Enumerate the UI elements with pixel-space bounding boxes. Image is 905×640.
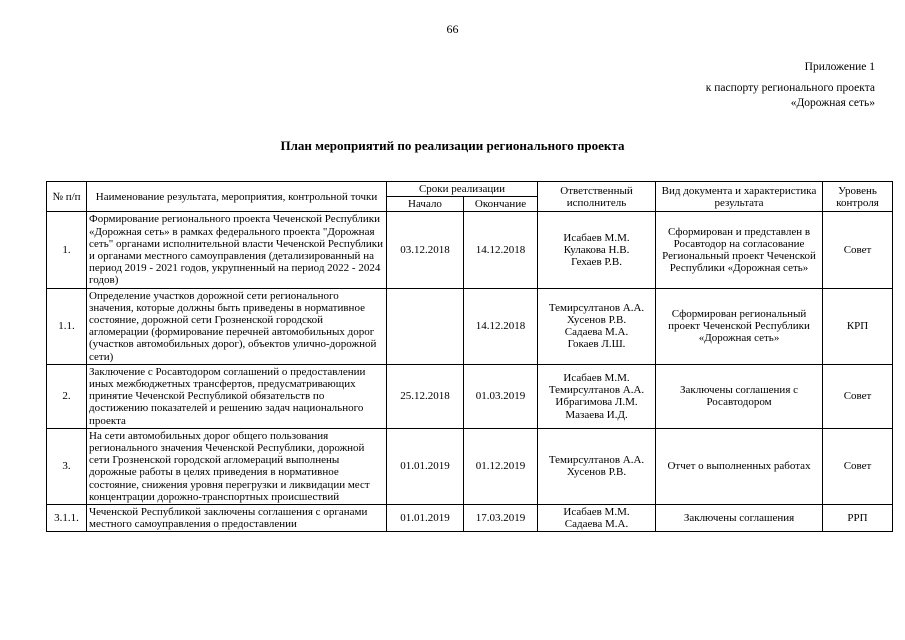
header-name: Наименование результата, мероприятия, контрольной точки (87, 182, 387, 212)
row-control: Совет (823, 428, 893, 504)
row-responsible (538, 428, 656, 504)
row-end: 01.03.2019 (464, 364, 538, 428)
plan-table (46, 181, 893, 532)
row-doc: Отчет о выполненных работах (656, 428, 823, 504)
row-start: 01.01.2019 (387, 505, 464, 532)
row-doc: Сформирован региональный проект Чеченской Республики «Дорожная сеть» (656, 288, 823, 364)
row-start: 01.01.2019 (387, 428, 464, 504)
responsible-person: Мазаева И.Д. (565, 408, 628, 421)
header-terms: Сроки реализации (387, 182, 538, 197)
row-control: РРП (823, 505, 893, 532)
row-num: 3. (47, 428, 87, 504)
row-start: 03.12.2018 (387, 212, 464, 288)
row-name: Формирование регионального проекта Чеченской Республики «Дорожная сеть» в рамках федерального проекта "Дорожная сеть" органами исполнительной власти Чеченской Республики и органами местного самоуправления (детализированный на период 2019 - 2021 годов, укрупненный на период 2022 - 2024 годов) (87, 212, 387, 288)
row-num: 1. (47, 212, 87, 288)
responsible-person: Исабаев М.М. (563, 371, 630, 384)
responsible-person: Гехаев Р.В. (571, 256, 622, 269)
row-num: 2. (47, 364, 87, 428)
table-row (47, 288, 893, 364)
appendix-line-2: к паспорту регионального проекта (705, 82, 875, 94)
header-control: Уровень контроля (823, 182, 893, 212)
document-title: План мероприятий по реализации регионального проекта (280, 138, 625, 153)
header-doc: Вид документа и характеристика результата (656, 182, 823, 212)
responsible-person: Гокаев Л.Ш. (567, 338, 626, 351)
row-start (387, 288, 464, 364)
table-row (47, 428, 893, 504)
row-control: Совет (823, 212, 893, 288)
row-name: Заключение с Росавтодором соглашений о предоставлении иных межбюджетных трансфертов, предусматривающих принятие Чеченской Республикой обязательств по достижению показателей и решению задач национального проекта (87, 364, 387, 428)
row-end: 17.03.2019 (464, 505, 538, 532)
appendix-line-1: Приложение 1 (804, 61, 875, 73)
row-control: Совет (823, 364, 893, 428)
row-responsible (538, 505, 656, 532)
appendix-note (706, 60, 875, 111)
header-end: Окончание (464, 197, 538, 212)
responsible-person: Темирсултанов А.А. (548, 384, 645, 397)
responsible-person: Ибрагимова Л.М. (555, 396, 638, 409)
appendix-line-3: «Дорожная сеть» (790, 97, 875, 109)
row-responsible (538, 364, 656, 428)
responsible-person: Исабаев М.М. (563, 506, 630, 519)
row-name: На сети автомобильных дорог общего пользования регионального значения Чеченской Республики, дорожной сети Грозненской городской агломераций выполнены дорожные работы в целях приведения в нормативное состояние, снижения уровня перегрузки и ликвидации мест концентрации дорожно-транспортных происшествий (87, 428, 387, 504)
row-responsible (538, 288, 656, 364)
row-end: 14.12.2018 (464, 288, 538, 364)
row-name: Чеченской Республикой заключены соглашения с органами местного самоуправления о предоставлении (87, 505, 387, 532)
responsible-person: Хусенов Р.В. (566, 466, 627, 479)
responsible-person: Исабаев М.М. (563, 231, 630, 244)
responsible-person: Темирсултанов А.А. (548, 301, 645, 314)
table-row (47, 212, 893, 288)
responsible-person: Садаева М.А. (564, 518, 629, 531)
responsible-person: Садаева М.А. (564, 326, 629, 339)
row-num: 3.1.1. (47, 505, 87, 532)
header-row (47, 182, 893, 197)
row-control: КРП (823, 288, 893, 364)
page-number: 66 (446, 22, 459, 36)
responsible-person: Темирсултанов А.А. (548, 454, 645, 467)
row-start: 25.12.2018 (387, 364, 464, 428)
table-row (47, 505, 893, 532)
row-name: Определение участков дорожной сети регионального значения, которые должны быть приведены в нормативное состояние, дорожной сети Грозненской городской агломерации (формирование перечней автомобильных дорог (участков автомобильных дорог), объектов улично-дорожной сети) (87, 288, 387, 364)
responsible-person: Хусенов Р.В. (566, 314, 627, 327)
row-doc: Заключены соглашения (656, 505, 823, 532)
row-doc: Заключены соглашения с Росавтодором (656, 364, 823, 428)
header-num: № п/п (47, 182, 87, 212)
header-start: Начало (387, 197, 464, 212)
row-responsible (538, 212, 656, 288)
table-row (47, 364, 893, 428)
row-num: 1.1. (47, 288, 87, 364)
row-end: 01.12.2019 (464, 428, 538, 504)
header-responsible: Ответственный исполнитель (538, 182, 656, 212)
row-end: 14.12.2018 (464, 212, 538, 288)
row-doc: Сформирован и представлен в Росавтодор на согласование Региональный проект Чеченской Республики «Дорожная сеть» (656, 212, 823, 288)
responsible-person: Кулакова Н.В. (563, 243, 630, 256)
